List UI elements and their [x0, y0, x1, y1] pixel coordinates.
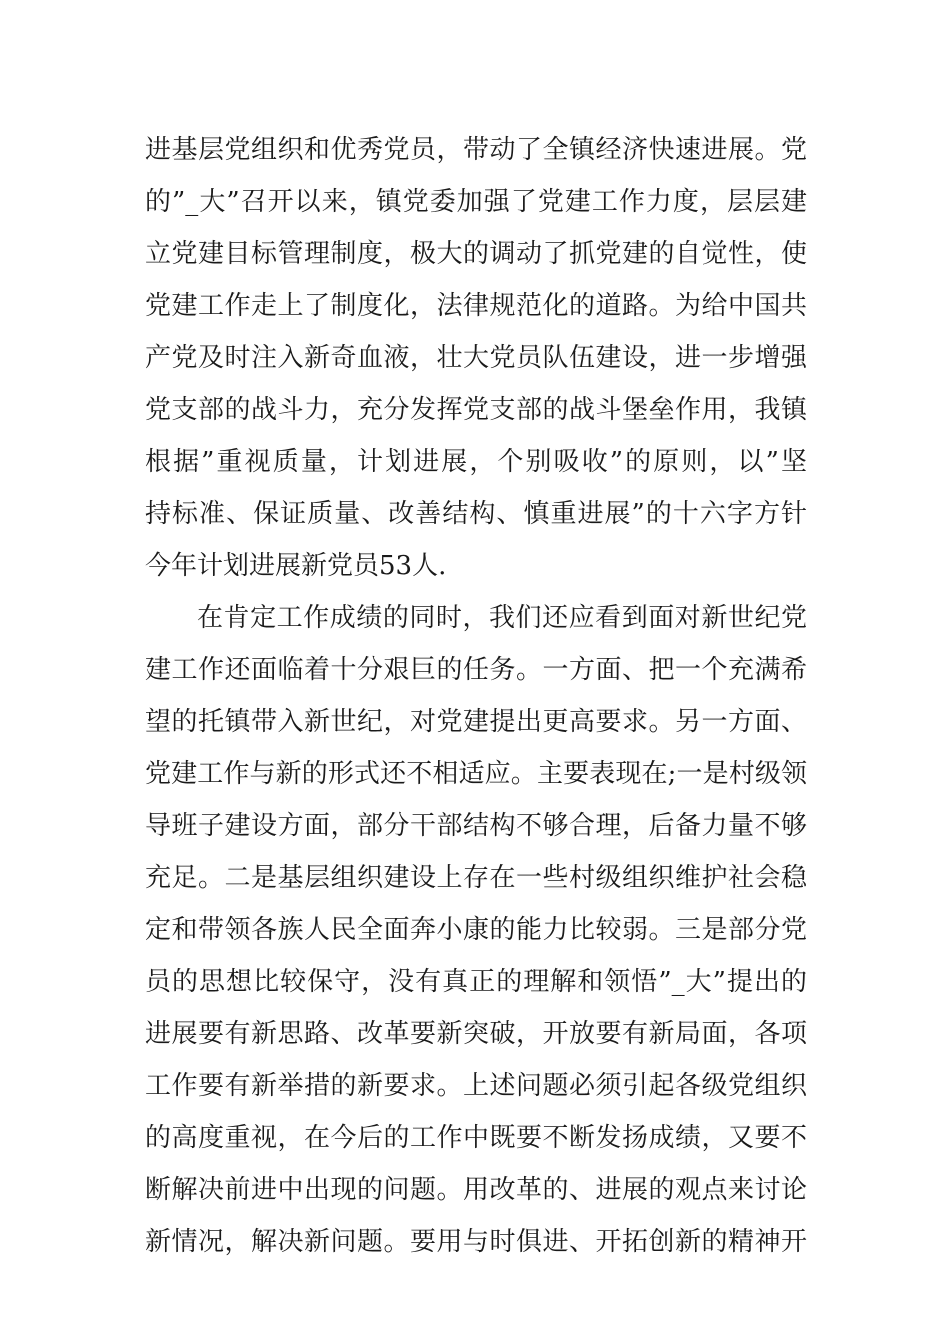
- text-line: 建工作还面临着十分艰巨的任务。一方面、把一个充满希: [145, 655, 807, 685]
- text-line: 进展要有新思路、改革要新突破，开放要有新局面，各项: [145, 1019, 807, 1049]
- text-line: 产党及时注入新奇血液，壮大党员队伍建设，进一步增强: [145, 343, 807, 373]
- text-line: 在肯定工作成绩的同时，我们还应看到面对新世纪党: [197, 603, 807, 633]
- text-line: 根据”重视质量，计划进展，个别吸收”的原则，以”坚: [145, 447, 807, 477]
- text-line: 导班子建设方面，部分干部结构不够合理，后备力量不够: [145, 811, 807, 841]
- text-line: 立党建目标管理制度，极大的调动了抓党建的自觉性，使: [145, 239, 807, 269]
- text-line: 的”_大”召开以来，镇党委加强了党建工作力度，层层建: [145, 187, 807, 217]
- paragraph-1: [145, 124, 807, 592]
- text-line: 新情况，解决新问题。要用与时俱进、开拓创新的精神开: [145, 1227, 807, 1257]
- text-line: 今年计划进展新党员53人.: [145, 551, 447, 581]
- text-line: 工作要有新举措的新要求。上述问题必须引起各级党组织: [145, 1071, 807, 1101]
- text-line: 党支部的战斗力，充分发挥党支部的战斗堡垒作用，我镇: [145, 395, 807, 425]
- text-line: 望的托镇带入新世纪，对党建提出更高要求。另一方面、: [145, 707, 807, 737]
- text-line: 的高度重视，在今后的工作中既要不断发扬成绩，又要不: [145, 1123, 807, 1153]
- text-line: 充足。二是基层组织建设上存在一些村级组织维护社会稳: [145, 863, 807, 893]
- text-line: 断解决前进中出现的问题。用改革的、进展的观点来讨论: [145, 1175, 807, 1205]
- paragraph-2: [145, 592, 807, 1268]
- text-line: 党建工作走上了制度化，法律规范化的道路。为给中国共: [145, 291, 807, 321]
- text-line: 员的思想比较保守，没有真正的理解和领悟”_大”提出的: [145, 967, 807, 997]
- body-text: [145, 124, 807, 1268]
- text-line: 持标准、保证质量、改善结构、慎重进展”的十六字方针: [145, 499, 807, 529]
- text-line: 党建工作与新的形式还不相适应。主要表现在;一是村级领: [145, 759, 807, 789]
- text-line: 定和带领各族人民全面奔小康的能力比较弱。三是部分党: [145, 915, 807, 945]
- text-line: 进基层党组织和优秀党员，带动了全镇经济快速进展。党: [145, 135, 807, 165]
